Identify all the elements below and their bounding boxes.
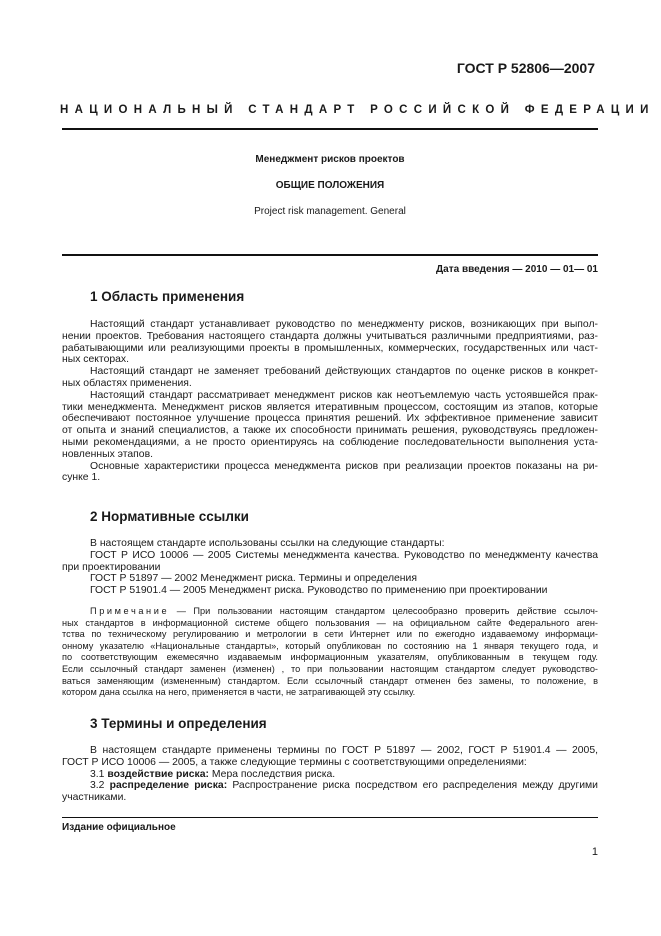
- term-name: воздействие риска:: [107, 768, 209, 780]
- text-line: ваться заменяющим (измененным) стандартом. Если ссылочный стандарт отменен без замены, то положение, в: [62, 675, 598, 686]
- text-line: обеспечивают постоянное улучшение процесса принятия решений. Их эффективное применение зависит: [62, 413, 598, 425]
- text-line: ГОСТ Р 51901.4 — 2005 Менеджмент риска. Руководство по применению при проектировании: [90, 585, 548, 597]
- text-line: котором дана ссылка на него, применяется в части, не затрагивающей эту ссылку.: [62, 687, 416, 698]
- text-line: рабатывающими или реализующими проекты в промышленных, коммерческих, государственных или част-: [62, 342, 598, 354]
- term-definition: Распространение риска посредством его распределения между другими: [227, 780, 598, 792]
- text-line: ных областях применения.: [62, 377, 192, 389]
- text-line: ных стандартов в информационной системе общего пользования — на официальном сайте Федерального аген-: [62, 617, 598, 628]
- page-number: 1: [591, 846, 598, 858]
- text-line: нении проектов. Требования настоящего стандарта должны учитываться различными предприятиями, раз-: [62, 330, 598, 342]
- title-en: Project risk management. General: [254, 206, 406, 217]
- text-line: от опыта и знаний специалистов, а также их способности принимать решения, руководствуясь предложен-: [62, 425, 598, 437]
- footer-rule: [62, 817, 598, 818]
- note-text: — При пользовании настоящим стандартом целесообразно проверить действие ссылоч-: [169, 606, 598, 616]
- section-3-heading: 3 Термины и определения: [90, 716, 267, 731]
- document-code: ГОСТ Р 52806—2007: [456, 60, 595, 76]
- text-line: новленных этапов.: [62, 448, 153, 460]
- national-standard-banner: НАЦИОНАЛЬНЫЙ СТАНДАРТ РОССИЙСКОЙ ФЕДЕРАЦИИ: [60, 104, 655, 116]
- text-line: Основные характеристики процесса менеджмента рисков при реализации проектов показаны на ри-: [90, 460, 598, 472]
- text-line: тики менеджмента. Менеджмент рисков является итеративным процессом, состоящим из этапов, которые: [62, 401, 598, 413]
- term-name: распределение риска:: [109, 780, 228, 792]
- term-number: 3.2: [90, 780, 110, 792]
- text-line: В настоящем стандарте применены термины по ГОСТ Р 51897 — 2002, ГОСТ Р 51901.4 — 2005,: [90, 745, 598, 756]
- term-3-1: [62, 769, 598, 781]
- section-2-heading: 2 Нормативные ссылки: [90, 509, 249, 524]
- title-ru: Менеджмент рисков проектов: [255, 154, 405, 165]
- top-rule: [62, 128, 598, 130]
- title-rule: [62, 254, 598, 256]
- text-line: ных секторах.: [62, 354, 129, 366]
- text-line: Настоящий стандарт рассматривает менеджмент рисков как неотъемлемую часть устоявшейся прак-: [90, 389, 598, 401]
- text-line: Если ссылочный стандарт заменен (изменен) , то при пользовании настоящим стандартом следует руководство-: [62, 663, 598, 674]
- text-line: ГОСТ Р 51897 — 2002 Менеджмент риска. Термины и определения: [90, 573, 417, 585]
- text-line: участниками.: [62, 792, 127, 804]
- section-3-body: [62, 745, 598, 804]
- term-number: 3.1: [90, 768, 108, 780]
- section-2-note: [62, 606, 598, 699]
- note-first-line: [62, 606, 598, 618]
- term-definition: Мера последствия риска.: [209, 768, 336, 780]
- title-subtitle: ОБЩИЕ ПОЛОЖЕНИЯ: [275, 180, 385, 191]
- official-edition-label: Издание официальное: [62, 822, 176, 833]
- text-line: Настоящий стандарт не заменяет требований действующих стандартов по оценке рисков в конкрет-: [90, 366, 598, 378]
- introduction-date: Дата введения — 2010 — 01— 01: [436, 264, 598, 275]
- section-1-body: [62, 319, 598, 484]
- text-line: по соответствующим ежемесячно издаваемым информационным указателям, опубликованным в текущем году.: [62, 652, 598, 663]
- text-line: тства по техническому регулированию и метрологии в сети Интернет или по ежегодно издаваемому информаци-: [62, 629, 598, 640]
- section-2-body: [62, 538, 598, 597]
- text-line: онному указателю «Национальные стандарты», который опубликован по состоянию на 1 января текущего года, и: [62, 640, 598, 651]
- text-line: ГОСТ Р ИСО 10006 — 2005 Системы менеджмента качества. Руководство по менеджменту качества: [90, 549, 598, 561]
- text-line: ГОСТ Р ИСО 10006 — 2005, а также следующие термины с соответствующими определениями:: [62, 756, 527, 768]
- section-1-heading: 1 Область применения: [90, 289, 245, 304]
- text-line: ными рекомендациями, а не просто ориентируясь на соблюдение последовательности выполнения уста-: [62, 436, 598, 448]
- text-line: В настоящем стандарте использованы ссылки на следующие стандарты:: [90, 538, 445, 549]
- text-line: при проектировании: [62, 561, 161, 573]
- note-label: Примечание: [90, 606, 170, 616]
- term-3-2: [62, 780, 598, 792]
- text-line: Настоящий стандарт устанавливает руководство по менеджменту рисков, возникающих при выпол-: [90, 319, 598, 330]
- text-line: сунке 1.: [62, 472, 101, 484]
